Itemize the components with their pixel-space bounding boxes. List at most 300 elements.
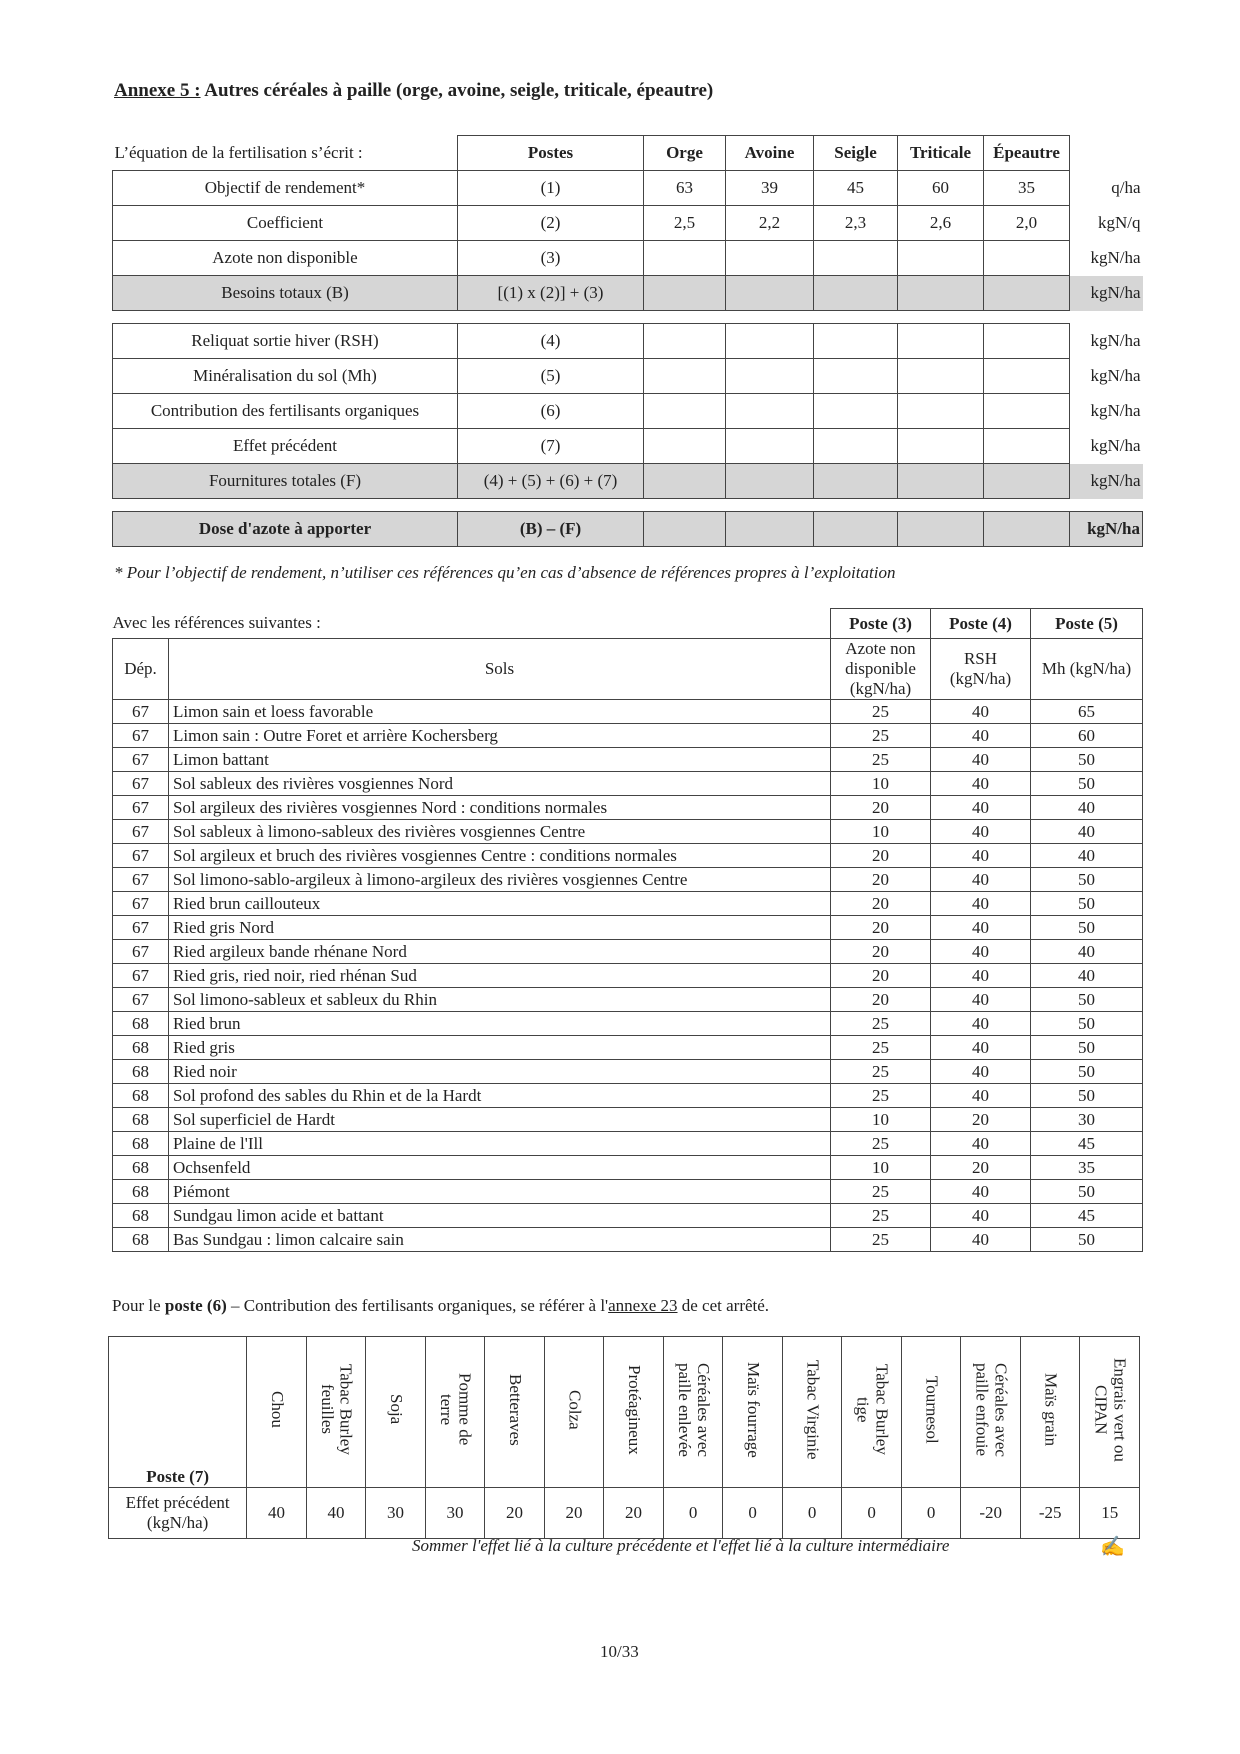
- fert-row: [113, 171, 1143, 206]
- header-poste-3: Poste (3): [831, 609, 931, 639]
- cell-azote: 10: [831, 1156, 931, 1180]
- cell-rsh: 40: [931, 772, 1031, 796]
- cell-azote: 20: [831, 964, 931, 988]
- cell-azote: 20: [831, 892, 931, 916]
- crop-name: Tabac Virginie: [803, 1359, 823, 1460]
- fert-row: [113, 241, 1143, 276]
- header-poste-4: Poste (4): [931, 609, 1031, 639]
- row-unit: kgN/ha: [1070, 512, 1143, 547]
- header-poste-5: Poste (5): [1031, 609, 1143, 639]
- crop-name: Protéagineux: [624, 1364, 644, 1455]
- table-row: [113, 1228, 1143, 1252]
- row-poste: (7): [458, 429, 644, 464]
- crop-name: Céréales avec paille enlevée: [675, 1362, 713, 1457]
- cell-mh: 50: [1031, 1084, 1143, 1108]
- cell-orge: [644, 512, 726, 547]
- row-poste: (4) + (5) + (6) + (7): [458, 464, 644, 499]
- cell-orge: 2,5: [644, 206, 726, 241]
- cell-triticale: [898, 359, 984, 394]
- row-unit: kgN/ha: [1090, 331, 1141, 350]
- crop-header: [663, 1337, 723, 1488]
- crop-value: 15: [1080, 1488, 1140, 1539]
- cell-orge: [644, 464, 726, 499]
- row-label: Azote non disponible: [113, 241, 458, 276]
- crop-value: 0: [723, 1488, 783, 1539]
- cell-rsh: 40: [931, 916, 1031, 940]
- cell-orge: [644, 276, 726, 311]
- crop-name: Tabac Burley feuilles: [317, 1364, 356, 1455]
- cell-dep: 67: [113, 772, 169, 796]
- cell-azote: 20: [831, 916, 931, 940]
- fert-row: [113, 359, 1143, 394]
- header-sols: Sols: [169, 639, 831, 700]
- fert-row-besoins: [113, 276, 1143, 311]
- crop-name: Engrais vert ou CIPAN: [1091, 1357, 1130, 1462]
- sommer-note: [412, 1536, 949, 1556]
- header-avoine: Avoine: [726, 136, 814, 171]
- cell-seigle: [814, 512, 898, 547]
- cell-rsh: 40: [931, 844, 1031, 868]
- cell-mh: 40: [1031, 940, 1143, 964]
- crop-value: -20: [961, 1488, 1021, 1539]
- cell-dep: 68: [113, 1108, 169, 1132]
- cell-avoine: [726, 464, 814, 499]
- crop-name: Tabac Burley tige: [853, 1364, 892, 1455]
- cell-mh: 30: [1031, 1108, 1143, 1132]
- crop-header: [425, 1337, 485, 1488]
- crop-header: [961, 1337, 1021, 1488]
- effet-precedent-label: Effet précédent (kgN/ha): [109, 1488, 247, 1539]
- header-postes: Postes: [458, 136, 644, 171]
- cell-azote: 25: [831, 748, 931, 772]
- annex-title: Autres céréales à paille (orge, avoine, seigle, triticale, épeautre): [200, 80, 714, 101]
- cell-rsh: 20: [931, 1108, 1031, 1132]
- cell-mh: 50: [1031, 1036, 1143, 1060]
- cell-sol: Sol profond des sables du Rhin et de la Hardt: [169, 1084, 831, 1108]
- poste6-bold: poste (6): [164, 1296, 227, 1315]
- cell-sol: Limon battant: [169, 748, 831, 772]
- table-row: [113, 1108, 1143, 1132]
- cell-azote: 20: [831, 988, 931, 1012]
- table-row: [113, 988, 1143, 1012]
- row-label: Reliquat sortie hiver (RSH): [113, 324, 458, 359]
- cell-azote: 25: [831, 724, 931, 748]
- cell-dep: 68: [113, 1036, 169, 1060]
- cell-sol: Ried argileux bande rhénane Nord: [169, 940, 831, 964]
- row-unit: kgN/ha: [1090, 366, 1141, 385]
- table-row: [113, 748, 1143, 772]
- row-label: Coefficient: [113, 206, 458, 241]
- row-unit: kgN/ha: [1090, 401, 1141, 420]
- cell-mh: 50: [1031, 868, 1143, 892]
- cell-azote: 25: [831, 1132, 931, 1156]
- cell-epeautre: [984, 324, 1070, 359]
- cell-sol: Ried gris: [169, 1036, 831, 1060]
- cell-epeautre: [984, 359, 1070, 394]
- fert-row: [113, 429, 1143, 464]
- row-poste: (4): [458, 324, 644, 359]
- annex-23-link[interactable]: annexe 23: [608, 1296, 678, 1315]
- cell-sol: Sol sableux des rivières vosgiennes Nord: [169, 772, 831, 796]
- cell-triticale: [898, 464, 984, 499]
- cell-mh: 50: [1031, 1180, 1143, 1204]
- cell-seigle: 2,3: [814, 206, 898, 241]
- cell-rsh: 40: [931, 1060, 1031, 1084]
- crop-value: 20: [544, 1488, 604, 1539]
- cell-dep: 67: [113, 748, 169, 772]
- cell-rsh: 40: [931, 1084, 1031, 1108]
- cell-dep: 67: [113, 700, 169, 724]
- refs-intro: Avec les références suivantes :: [112, 613, 321, 633]
- references-table: [112, 608, 1143, 1252]
- cell-epeautre: [984, 276, 1070, 311]
- poste6-reference: [112, 1296, 769, 1316]
- cell-sol: Sundgau limon acide et battant: [169, 1204, 831, 1228]
- cell-dep: 68: [113, 1180, 169, 1204]
- cell-rsh: 40: [931, 820, 1031, 844]
- cell-dep: 68: [113, 1156, 169, 1180]
- cell-dep: 68: [113, 1132, 169, 1156]
- cell-orge: [644, 359, 726, 394]
- footnote: * Pour l’objectif de rendement, n’utiliser ces références qu’en cas d’absence de références propres à l’exploitation: [114, 563, 896, 582]
- cell-mh: 35: [1031, 1156, 1143, 1180]
- crop-header: [842, 1337, 902, 1488]
- cell-azote: 25: [831, 1036, 931, 1060]
- cell-avoine: [726, 512, 814, 547]
- row-poste: [(1) x (2)] + (3): [458, 276, 644, 311]
- header-epeautre: Épeautre: [984, 136, 1070, 171]
- cell-mh: 65: [1031, 700, 1143, 724]
- cell-mh: 60: [1031, 724, 1143, 748]
- cell-azote: 10: [831, 772, 931, 796]
- row-label: Contribution des fertilisants organiques: [113, 394, 458, 429]
- cell-mh: 50: [1031, 1060, 1143, 1084]
- cell-azote: 25: [831, 1060, 931, 1084]
- cell-azote: 20: [831, 844, 931, 868]
- cell-dep: 68: [113, 1228, 169, 1252]
- cell-dep: 67: [113, 724, 169, 748]
- cell-dep: 67: [113, 964, 169, 988]
- table-row: [113, 1132, 1143, 1156]
- row-unit: kgN/ha: [1070, 276, 1143, 311]
- crop-value: 40: [247, 1488, 307, 1539]
- row-unit: kgN/ha: [1090, 248, 1141, 267]
- cell-azote: 20: [831, 868, 931, 892]
- crop-name: Chou: [267, 1391, 287, 1428]
- cell-mh: 40: [1031, 964, 1143, 988]
- row-label: Effet précédent: [113, 429, 458, 464]
- row-poste: (6): [458, 394, 644, 429]
- row-label: Besoins totaux (B): [113, 276, 458, 311]
- page-number: 10/33: [600, 1642, 639, 1661]
- cell-seigle: [814, 429, 898, 464]
- cell-mh: 50: [1031, 748, 1143, 772]
- crop-header: [604, 1337, 664, 1488]
- crop-header: [782, 1337, 842, 1488]
- cell-azote: 25: [831, 1228, 931, 1252]
- cell-rsh: 40: [931, 1012, 1031, 1036]
- cell-azote: 25: [831, 1012, 931, 1036]
- fert-row: [113, 206, 1143, 241]
- cell-sol: Sol limono-sablo-argileux à limono-argileux des rivières vosgiennes Centre: [169, 868, 831, 892]
- header-azote: Azote non disponible (kgN/ha): [831, 639, 931, 700]
- cell-avoine: [726, 276, 814, 311]
- cell-triticale: [898, 324, 984, 359]
- cell-seigle: [814, 276, 898, 311]
- table-row: [113, 796, 1143, 820]
- table-row: [113, 1156, 1143, 1180]
- cell-seigle: [814, 241, 898, 276]
- cell-dep: 68: [113, 1012, 169, 1036]
- poste6-text-mid: – Contribution des fertilisants organiques, se référer à l': [226, 1296, 609, 1315]
- cell-sol: Ried brun caillouteux: [169, 892, 831, 916]
- crop-header: [306, 1337, 366, 1488]
- row-unit: kgN/ha: [1070, 464, 1143, 499]
- cell-orge: [644, 429, 726, 464]
- cell-epeautre: [984, 394, 1070, 429]
- crop-header-row: [109, 1337, 1140, 1488]
- crop-header: [485, 1337, 545, 1488]
- fert-row: [113, 394, 1143, 429]
- fert-row-dose: [113, 512, 1143, 547]
- cell-avoine: [726, 324, 814, 359]
- cell-epeautre: [984, 429, 1070, 464]
- cell-sol: Limon sain et loess favorable: [169, 700, 831, 724]
- cell-sol: Sol limono-sableux et sableux du Rhin: [169, 988, 831, 1012]
- crop-header: [901, 1337, 961, 1488]
- crop-value: 0: [663, 1488, 723, 1539]
- cell-rsh: 40: [931, 1228, 1031, 1252]
- cell-mh: 50: [1031, 892, 1143, 916]
- cell-sol: Piémont: [169, 1180, 831, 1204]
- cell-sol: Ochsenfeld: [169, 1156, 831, 1180]
- cell-triticale: [898, 241, 984, 276]
- sommer-text: Sommer l'effet lié à la culture précédente et l'effet lié à la culture intermédiaire: [412, 1536, 950, 1555]
- cell-mh: 45: [1031, 1132, 1143, 1156]
- fert-row-fournitures: [113, 464, 1143, 499]
- crop-header: [544, 1337, 604, 1488]
- cell-triticale: [898, 512, 984, 547]
- crop-header: [1080, 1337, 1140, 1488]
- cell-azote: 25: [831, 1180, 931, 1204]
- row-unit: kgN/q: [1098, 213, 1141, 232]
- cell-dep: 67: [113, 940, 169, 964]
- cell-sol: Sol superficiel de Hardt: [169, 1108, 831, 1132]
- crop-value: 0: [842, 1488, 902, 1539]
- cell-azote: 20: [831, 796, 931, 820]
- crop-value: 20: [604, 1488, 664, 1539]
- crop-name: Maïs grain: [1041, 1372, 1061, 1447]
- row-label: Dose d'azote à apporter: [113, 512, 458, 547]
- table-row: [113, 1204, 1143, 1228]
- table-row: [113, 964, 1143, 988]
- cell-mh: 50: [1031, 988, 1143, 1012]
- cell-epeautre: [984, 241, 1070, 276]
- row-poste: (5): [458, 359, 644, 394]
- cell-sol: Sol argileux et bruch des rivières vosgiennes Centre : conditions normales: [169, 844, 831, 868]
- poste6-text-after: de cet arrêté.: [677, 1296, 770, 1315]
- cell-dep: 68: [113, 1204, 169, 1228]
- cell-dep: 67: [113, 796, 169, 820]
- table-row: [113, 940, 1143, 964]
- cell-sol: Limon sain : Outre Foret et arrière Kochersberg: [169, 724, 831, 748]
- cell-rsh: 40: [931, 964, 1031, 988]
- cell-mh: 40: [1031, 796, 1143, 820]
- table-row: [113, 700, 1143, 724]
- row-label: Objectif de rendement*: [113, 171, 458, 206]
- cell-sol: Ried gris, ried noir, ried rhénan Sud: [169, 964, 831, 988]
- crop-header: [723, 1337, 783, 1488]
- cell-rsh: 40: [931, 940, 1031, 964]
- cell-triticale: [898, 276, 984, 311]
- cell-triticale: [898, 429, 984, 464]
- cell-mh: 50: [1031, 1228, 1143, 1252]
- row-unit: q/ha: [1111, 178, 1141, 197]
- cell-rsh: 20: [931, 1156, 1031, 1180]
- cell-mh: 50: [1031, 1012, 1143, 1036]
- cell-sol: Sol sableux à limono-sableux des rivières vosgiennes Centre: [169, 820, 831, 844]
- crop-name: Pomme de terre: [437, 1373, 475, 1446]
- cell-rsh: 40: [931, 1132, 1031, 1156]
- cell-mh: 40: [1031, 844, 1143, 868]
- cell-rsh: 40: [931, 748, 1031, 772]
- cell-dep: 68: [113, 1084, 169, 1108]
- cell-rsh: 40: [931, 1036, 1031, 1060]
- row-poste: (2): [458, 206, 644, 241]
- cell-epeautre: [984, 512, 1070, 547]
- table-row: [113, 892, 1143, 916]
- crop-name: Tournesol: [922, 1375, 942, 1444]
- cell-avoine: [726, 359, 814, 394]
- cell-azote: 25: [831, 700, 931, 724]
- table-row: [113, 1084, 1143, 1108]
- cell-sol: Plaine de l'Ill: [169, 1132, 831, 1156]
- cell-orge: 63: [644, 171, 726, 206]
- cell-dep: 67: [113, 820, 169, 844]
- table-row: [113, 820, 1143, 844]
- cell-sol: Sol argileux des rivières vosgiennes Nord : conditions normales: [169, 796, 831, 820]
- cell-rsh: 40: [931, 724, 1031, 748]
- cell-mh: 40: [1031, 820, 1143, 844]
- pencil-icon: ✍: [1100, 1536, 1125, 1558]
- crop-value: -25: [1020, 1488, 1080, 1539]
- cell-rsh: 40: [931, 1180, 1031, 1204]
- row-label: Minéralisation du sol (Mh): [113, 359, 458, 394]
- cell-avoine: 39: [726, 171, 814, 206]
- cell-azote: 10: [831, 820, 931, 844]
- fert-row: [113, 324, 1143, 359]
- crop-name: Maïs fourrage: [743, 1361, 763, 1458]
- refs-subheader-row: [113, 639, 1143, 700]
- header-dep: Dép.: [113, 639, 169, 700]
- cell-seigle: [814, 324, 898, 359]
- cell-mh: 50: [1031, 772, 1143, 796]
- crop-name: Soja: [386, 1394, 406, 1425]
- crop-value: 0: [782, 1488, 842, 1539]
- fert-header-row: [113, 136, 1143, 171]
- cell-rsh: 40: [931, 868, 1031, 892]
- table-row: [113, 916, 1143, 940]
- cell-triticale: 60: [898, 171, 984, 206]
- cell-sol: Ried gris Nord: [169, 916, 831, 940]
- header-rsh: RSH (kgN/ha): [931, 639, 1031, 700]
- cell-seigle: 45: [814, 171, 898, 206]
- cell-sol: Ried brun: [169, 1012, 831, 1036]
- crop-value: 0: [901, 1488, 961, 1539]
- annex-label: Annexe 5 :: [114, 80, 201, 101]
- crop-name: Betteraves: [505, 1373, 525, 1446]
- cell-seigle: [814, 394, 898, 429]
- cell-orge: [644, 394, 726, 429]
- cell-orge: [644, 241, 726, 276]
- table-row: [113, 1060, 1143, 1084]
- cell-rsh: 40: [931, 892, 1031, 916]
- row-poste: (1): [458, 171, 644, 206]
- cell-dep: 67: [113, 988, 169, 1012]
- row-poste: (3): [458, 241, 644, 276]
- effet-precedent-table: [108, 1336, 1140, 1539]
- crop-value: 40: [306, 1488, 366, 1539]
- cell-avoine: [726, 241, 814, 276]
- poste-7-label: Poste (7): [109, 1337, 247, 1488]
- header-triticale: Triticale: [898, 136, 984, 171]
- row-label: Fournitures totales (F): [113, 464, 458, 499]
- crop-name: Colza: [565, 1389, 585, 1430]
- header-orge: Orge: [644, 136, 726, 171]
- table-row: [113, 1180, 1143, 1204]
- cell-mh: 45: [1031, 1204, 1143, 1228]
- table-row: [113, 1036, 1143, 1060]
- cell-dep: 67: [113, 916, 169, 940]
- row-poste: (B) – (F): [458, 512, 644, 547]
- cell-avoine: [726, 429, 814, 464]
- crop-value: 30: [425, 1488, 485, 1539]
- table-row: [113, 1012, 1143, 1036]
- crop-name: Céréales avec paille enfouie: [972, 1362, 1011, 1457]
- crop-header: [366, 1337, 426, 1488]
- header-mh: Mh (kgN/ha): [1031, 639, 1143, 700]
- cell-dep: 68: [113, 1060, 169, 1084]
- crop-values-row: [109, 1488, 1140, 1539]
- cell-dep: 67: [113, 868, 169, 892]
- cell-epeautre: 2,0: [984, 206, 1070, 241]
- cell-triticale: 2,6: [898, 206, 984, 241]
- cell-dep: 67: [113, 844, 169, 868]
- cell-mh: 50: [1031, 916, 1143, 940]
- cell-azote: 20: [831, 940, 931, 964]
- fertilisation-table: [112, 135, 1143, 547]
- crop-value: 20: [485, 1488, 545, 1539]
- cell-seigle: [814, 359, 898, 394]
- cell-rsh: 40: [931, 796, 1031, 820]
- table-row: [113, 724, 1143, 748]
- cell-avoine: 2,2: [726, 206, 814, 241]
- poste6-text-before: Pour le: [112, 1296, 165, 1315]
- cell-dep: 67: [113, 892, 169, 916]
- cell-sol: Ried noir: [169, 1060, 831, 1084]
- cell-rsh: 40: [931, 700, 1031, 724]
- crop-header: [247, 1337, 307, 1488]
- page-title: [114, 80, 713, 102]
- row-unit: kgN/ha: [1090, 436, 1141, 455]
- cell-sol: Bas Sundgau : limon calcaire sain: [169, 1228, 831, 1252]
- cell-rsh: 40: [931, 988, 1031, 1012]
- cell-triticale: [898, 394, 984, 429]
- refs-header-row: [113, 609, 1143, 639]
- fert-intro: L’équation de la fertilisation s’écrit :: [114, 142, 363, 162]
- cell-azote: 25: [831, 1084, 931, 1108]
- cell-avoine: [726, 394, 814, 429]
